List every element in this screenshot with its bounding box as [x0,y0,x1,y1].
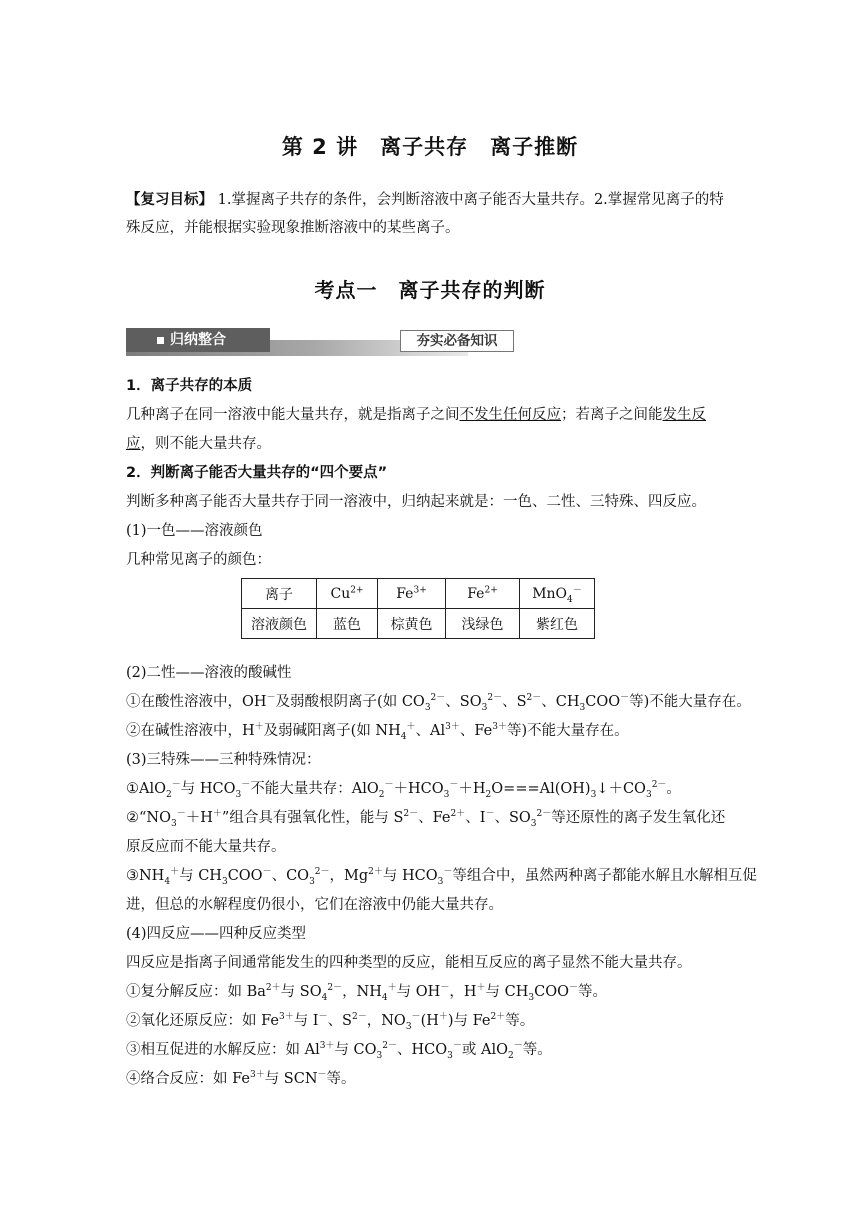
superscript: － [485,809,495,820]
text: 与 I [293,1013,319,1029]
text: 、Al [415,723,446,739]
text: 、Fe [418,810,451,826]
subscript: 4 [164,876,171,887]
superscript: ＋ [438,1012,448,1023]
subscript: 3 [447,1050,453,1061]
superscript: ＋ [387,983,397,994]
text: ②在碱性溶液中，H [126,723,255,739]
text: O===Al(OH) [491,781,591,797]
text: 、HCO [397,1042,448,1058]
subscript: 3 [221,876,228,887]
text: COO [585,694,621,710]
subscript: 2 [378,789,385,800]
superscript: 3＋ [278,1012,294,1023]
text: 与 CH [179,868,222,884]
section-title: 考点一 离子共存的判断 [314,278,546,302]
text: )与 Fe [447,1013,491,1029]
section-banner [126,328,498,356]
superscript: 3＋ [445,722,460,733]
text: 等。 [522,1042,552,1058]
superscript: － [513,1041,523,1052]
table-cell: 离子 [242,579,317,609]
one-heading: (1)一色——溶液颜色 [126,523,263,539]
superscript: － [568,983,578,994]
text: ，H [449,984,477,1000]
table-cell: 紫红色 [520,609,595,639]
s1-paragraph-line1 [126,401,736,430]
three-line2 [126,804,736,833]
superscript: 2－ [651,780,667,791]
superscript: － [241,780,251,791]
main-content [126,372,757,1094]
superscript: － [318,1012,328,1023]
text: ②氧化还原反应：如 Fe [126,1013,279,1029]
subscript: 3 [645,789,652,800]
text: COO [227,868,263,884]
superscript: 2＋ [265,983,281,994]
four-line1 [126,978,736,1007]
superscript: 2－ [327,983,343,994]
text: 、CO [271,868,310,884]
text: 等组合中，虽然两种离子都能水解且水解相互促 [452,868,757,884]
text: 。 [666,781,681,797]
table-row [242,579,595,609]
superscript: － [317,1070,327,1081]
superscript: ＋ [254,722,264,733]
subscript: 3 [376,1050,383,1061]
superscript: 2－ [403,809,419,820]
text: ＋H [458,781,486,797]
superscript: 2－ [526,693,542,704]
text: 、Fe [459,723,493,739]
text: 与 OH [396,984,441,1000]
subscript: 3 [590,789,597,800]
text: ①复分解反应：如 Ba [126,984,266,1000]
superscript: 2＋ [368,867,383,878]
superscript: － [384,780,394,791]
superscript: 2－ [430,693,446,704]
ion-color-table [241,578,595,639]
review-goals-label: 【复习目标】 [126,192,213,208]
text: 、S [327,1013,352,1029]
text: ①AlO [126,781,166,797]
subscript: 4 [321,992,328,1003]
text: 与 CH [485,984,529,1000]
subscript: 3 [437,876,444,887]
subscript: 2 [166,789,172,800]
text: 与 SO [280,984,322,1000]
text: 、SO [445,694,482,710]
text: 等还原性的离子发生氧化还 [551,810,726,826]
two-line2 [126,717,736,746]
one-subheading: 几种常见离子的颜色： [126,552,271,568]
text: 与 HCO [180,781,236,797]
text: 、S [502,694,527,710]
superscript: ＋ [170,867,180,878]
superscript: － [440,983,450,994]
table-cell [378,579,446,609]
table-row [242,609,595,639]
text: ，NH [342,984,382,1000]
table-cell [446,579,520,609]
superscript: 3＋ [492,722,507,733]
superscript: － [449,780,459,791]
three-line4 [126,862,757,891]
subscript: 2 [485,789,492,800]
two-heading: (2)二性——溶液的酸碱性 [126,665,292,681]
underlined-text: 应 [126,436,141,452]
subscript: 4 [381,992,388,1003]
text: 与 SCN [264,1071,318,1087]
subscript: 3 [443,789,450,800]
subscript: 3 [481,702,488,713]
subscript: 3 [424,702,431,713]
subscript: 3 [309,876,315,887]
superscript: 3＋ [249,1070,265,1081]
text: 与 HCO [382,868,438,884]
subscript: 4 [400,731,407,742]
text: ＋H [185,810,213,826]
text: 及弱碱阳离子(如 NH [263,723,401,739]
text: ↓＋CO [596,781,646,797]
text: Fe [467,585,485,602]
subscript: 3 [528,992,535,1003]
three-heading: (3)三特殊——三种特殊情况： [126,752,321,768]
superscript: 2－ [536,809,552,820]
superscript: 3＋ [319,1041,335,1052]
superscript: ＋ [406,722,416,733]
four-line2 [126,1007,736,1036]
subscript: 3 [530,818,537,829]
text: 不能大量共存：AlO [250,781,379,797]
review-goals-text: 1.掌握离子共存的条件，会判断溶液中离子能否大量共存。2.掌握常见离子的特殊反应，并能根据实验现象推断溶液中的某些离子。 [126,192,724,236]
square-bullet-icon [157,337,164,344]
underlined-text: 不发生任何反应 [459,407,561,423]
page-title: 第 2 讲 离子共存 离子推断 [281,135,579,159]
superscript: － [176,809,186,820]
four-heading: (4)四反应——四种反应类型 [126,926,307,942]
text: 等。 [505,1013,535,1029]
text: 等。 [577,984,607,1000]
four-line3 [126,1036,736,1065]
superscript: 2+ [484,584,498,595]
text: ③NH [126,868,165,884]
superscript: ＋ [212,809,222,820]
superscript: 2－ [382,1041,398,1052]
text: 、I [465,810,486,826]
banner-tab-summary [126,328,270,352]
text: ①在酸性溶液中，OH [126,694,267,710]
text: ＋HCO [393,781,444,797]
s2-intro: 判断多种离子能否大量共存于同一溶液中，归纳起来就是：一色、二性、三特殊、四反应。 [126,494,706,510]
table-cell [317,579,378,609]
text: COO [534,984,569,1000]
subscript: 3 [235,789,242,800]
subscript: 3 [171,818,177,829]
subscript: 4 [567,594,573,605]
text: 或 AlO [461,1042,509,1058]
superscript: 2＋ [450,809,466,820]
superscript: 2－ [352,1012,367,1023]
table-cell [520,579,595,609]
four-line4 [126,1065,736,1094]
superscript: 2+ [350,584,364,595]
text: 等。 [326,1071,356,1087]
text: ③相互促进的水解反应：如 Al [126,1042,320,1058]
table-cell: 溶液颜色 [242,609,317,639]
banner-tab-label: 归纳整合 [170,332,226,348]
banner-tab-knowledge: 夯实必备知识 [400,330,514,352]
two-line1 [126,688,751,717]
superscript: － [443,867,453,878]
four-intro: 四反应是指离子间通常能发生的四种类型的反应，能相互反应的离子显然不能大量共存。 [126,955,692,971]
superscript: － [171,780,181,791]
superscript: － [452,1041,462,1052]
text: ，NO [366,1013,406,1029]
table-cell: 棕黄色 [378,609,446,639]
text: 等)不能大量存在。 [629,694,751,710]
text: 及弱酸根阴离子(如 CO [275,694,425,710]
text: ；若离子之间能 [561,407,663,423]
superscript: 2－ [314,867,330,878]
superscript: － [266,693,276,704]
superscript: － [620,693,630,704]
superscript: － [262,867,272,878]
subscript: 3 [405,1021,412,1032]
table-cell: 蓝色 [317,609,378,639]
superscript: ＋ [476,983,486,994]
superscript: 2－ [487,693,503,704]
s2-heading: 2．判断离子能否大量共存的“四个要点” [126,465,388,481]
table-cell: 浅绿色 [446,609,520,639]
superscript: － [572,584,582,595]
superscript: 3+ [413,584,427,595]
subscript: 2 [508,1050,514,1061]
text: 几种离子在同一溶液中能大量共存，就是指离子之间 [126,407,460,423]
s1-paragraph-line2 [126,430,736,459]
text: ④络合反应：如 Fe [126,1071,250,1087]
s1-heading: 1．离子共存的本质 [126,378,253,394]
text: ②“NO [126,810,171,826]
underlined-text: 发生反 [662,407,706,423]
text: 与 CO [334,1042,377,1058]
text: (H [420,1013,439,1029]
text: 、CH [541,694,580,710]
three-line1 [126,775,736,804]
text: ，Mg [329,868,369,884]
superscript: 2＋ [490,1012,506,1023]
text: Cu [330,585,351,602]
text: ，则不能大量共存。 [140,436,271,452]
text: ”组合具有强氧化性，能与 S [221,810,404,826]
text: 等)不能大量存在。 [506,723,629,739]
three-line3: 原反应而不能大量共存。 [126,839,286,855]
subscript: 3 [579,702,586,713]
review-goals [126,186,736,242]
three-line5: 进，但总的水解程度仍很小，它们在溶液中仍能大量共存。 [126,897,503,913]
text: Fe [396,585,414,602]
superscript: － [411,1012,421,1023]
text: 、SO [494,810,531,826]
text: MnO [532,585,568,602]
